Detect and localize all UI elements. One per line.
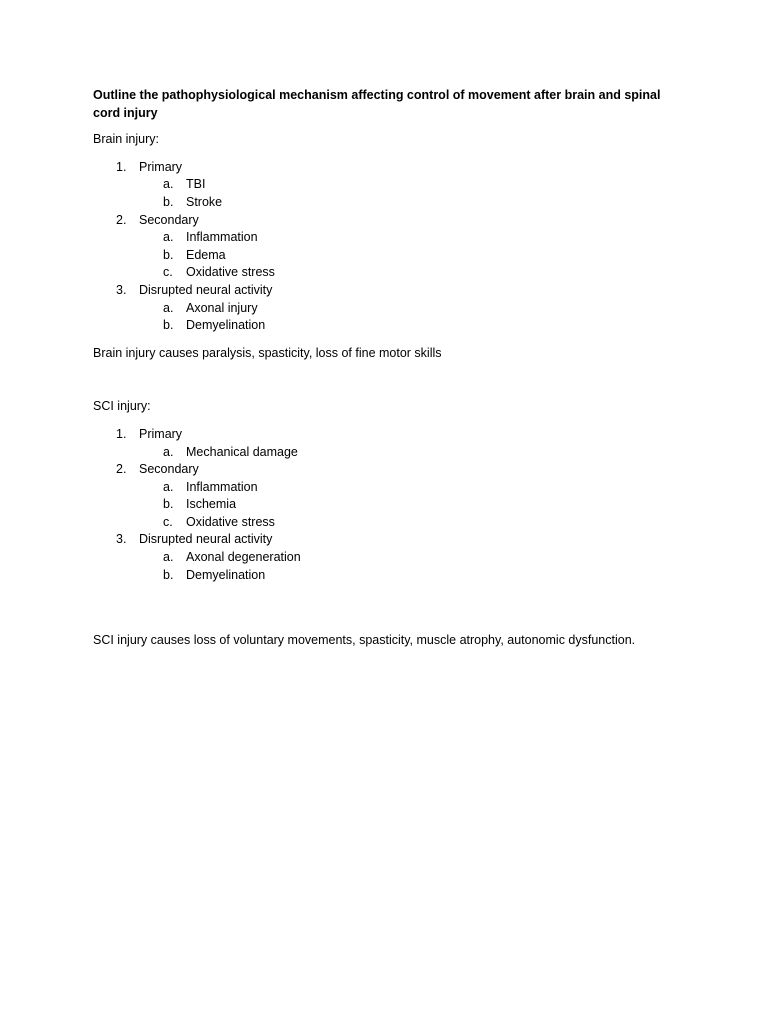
list-item-label: Disrupted neural activity — [139, 532, 273, 547]
brain-injury-summary: Brain injury causes paralysis, spasticity, loss of fine motor skills — [93, 345, 442, 360]
sub-list-item-label: Axonal injury — [186, 300, 258, 315]
brain-injury-list — [93, 159, 672, 335]
sub-list-letter: a. — [163, 300, 174, 315]
sub-list-letter: a. — [163, 177, 174, 192]
sub-list-letter: c. — [163, 514, 173, 529]
sub-list — [139, 229, 672, 282]
document-title: Outline the pathophysiological mechanism affecting control of movement after brain and spinal cord injury — [93, 88, 661, 120]
sub-list-item — [93, 300, 672, 318]
sub-list-letter: a. — [163, 230, 174, 245]
sub-list-item-label: Demyelination — [186, 318, 266, 333]
sub-list-item-label: Oxidative stress — [186, 265, 275, 280]
list-item — [93, 531, 672, 584]
list-item — [93, 426, 672, 461]
sub-list-letter: c. — [163, 265, 173, 280]
sub-list-item — [93, 264, 672, 282]
sub-list-item — [93, 194, 672, 212]
spacer — [93, 362, 672, 398]
sub-list — [139, 479, 672, 532]
list-number: 2. — [116, 462, 127, 477]
sub-list-item — [93, 549, 672, 567]
sub-list-letter: b. — [163, 497, 174, 512]
sub-list-item-label: Edema — [186, 247, 226, 262]
sub-list-item-label: Mechanical damage — [186, 444, 298, 459]
list-item — [93, 461, 672, 531]
spacer — [93, 594, 672, 632]
sub-list-letter: a. — [163, 479, 174, 494]
sub-list — [139, 444, 672, 462]
sub-list — [139, 549, 672, 584]
sub-list-item-label: Ischemia — [186, 497, 237, 512]
sub-list-item-label: Oxidative stress — [186, 514, 275, 529]
list-item — [93, 159, 672, 212]
list-item-label: Primary — [139, 426, 183, 441]
sub-list-letter: b. — [163, 194, 174, 209]
sub-list-item-label: Inflammation — [186, 230, 258, 245]
sub-list-letter: a. — [163, 550, 174, 565]
sub-list-letter: b. — [163, 567, 174, 582]
sub-list-item — [93, 567, 672, 585]
sub-list-item — [93, 176, 672, 194]
list-item-label: Disrupted neural activity — [139, 282, 273, 297]
sub-list-item-label: Inflammation — [186, 479, 258, 494]
sub-list-item-label: Stroke — [186, 194, 223, 209]
sub-list-item — [93, 444, 672, 462]
sci-injury-list — [93, 426, 672, 584]
sub-list-item-label: TBI — [186, 177, 206, 192]
sci-injury-heading: SCI injury: — [93, 399, 151, 414]
sub-list-item-label: Axonal degeneration — [186, 550, 301, 565]
list-number: 3. — [116, 282, 127, 297]
sub-list-letter: a. — [163, 444, 174, 459]
sub-list — [139, 176, 672, 211]
sub-list-item — [93, 317, 672, 335]
sub-list-item — [93, 514, 672, 532]
sci-injury-summary: SCI injury causes loss of voluntary movements, spasticity, muscle atrophy, autonomic dysfunction. — [93, 633, 636, 648]
list-item-label: Primary — [139, 159, 183, 174]
list-item-label: Secondary — [139, 462, 199, 477]
list-number: 2. — [116, 212, 127, 227]
sub-list-item — [93, 479, 672, 497]
list-item — [93, 212, 672, 282]
sub-list-item-label: Demyelination — [186, 567, 266, 582]
sub-list-item — [93, 247, 672, 265]
sub-list-letter: b. — [163, 318, 174, 333]
sub-list-letter: b. — [163, 247, 174, 262]
list-number: 1. — [116, 426, 127, 441]
sub-list-item — [93, 229, 672, 247]
list-number: 1. — [116, 159, 127, 174]
sub-list-item — [93, 496, 672, 514]
list-item-label: Secondary — [139, 212, 199, 227]
list-item — [93, 282, 672, 335]
list-number: 3. — [116, 532, 127, 547]
sub-list — [139, 300, 672, 335]
brain-injury-heading: Brain injury: — [93, 132, 159, 147]
